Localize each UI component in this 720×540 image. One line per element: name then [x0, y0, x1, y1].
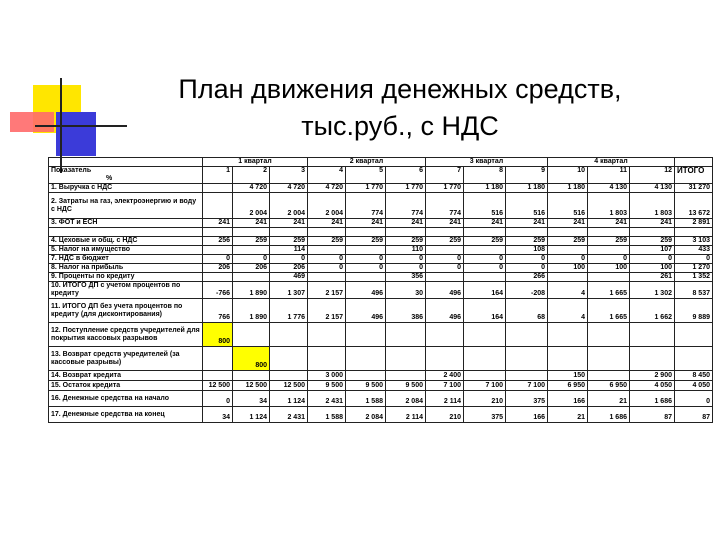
- value-cell: [630, 347, 675, 371]
- value-cell: -208: [506, 282, 548, 299]
- value-cell: 9 500: [308, 381, 346, 391]
- value-cell: [426, 347, 464, 371]
- value-cell: 800: [203, 323, 233, 347]
- value-cell: 2 400: [426, 371, 464, 381]
- value-cell: 1 124: [270, 391, 308, 407]
- value-cell: 0: [386, 255, 426, 264]
- value-cell: 516: [548, 193, 588, 219]
- month-header: 8: [464, 167, 506, 184]
- value-cell: 259: [506, 237, 548, 246]
- value-cell: 375: [506, 391, 548, 407]
- value-cell: 241: [270, 219, 308, 228]
- value-cell: 259: [426, 237, 464, 246]
- value-cell: 2 004: [270, 193, 308, 219]
- value-cell: 164: [464, 299, 506, 323]
- value-cell: 4 720: [233, 184, 270, 193]
- value-cell: 1 665: [588, 299, 630, 323]
- value-cell: 0: [270, 255, 308, 264]
- value-cell: 9 500: [386, 381, 426, 391]
- value-cell: 34: [203, 407, 233, 423]
- month-header: 5: [346, 167, 386, 184]
- value-cell: 164: [464, 282, 506, 299]
- table-row: [49, 255, 713, 264]
- value-cell: 266: [506, 273, 548, 282]
- value-cell: 114: [270, 246, 308, 255]
- value-cell: 0: [346, 255, 386, 264]
- value-cell: [548, 323, 588, 347]
- value-cell: 259: [588, 237, 630, 246]
- value-cell: 241: [630, 219, 675, 228]
- month-header: 10: [548, 167, 588, 184]
- value-cell: 4 130: [588, 184, 630, 193]
- value-cell: [386, 347, 426, 371]
- month-header: 9: [506, 167, 548, 184]
- value-cell: 259: [270, 237, 308, 246]
- value-cell: 108: [506, 246, 548, 255]
- value-cell: 259: [233, 237, 270, 246]
- value-cell: 3 000: [308, 371, 346, 381]
- value-cell: [548, 228, 588, 237]
- value-cell: 0: [308, 255, 346, 264]
- row-label: 3. ФОТ и ЕСН: [49, 219, 203, 228]
- value-cell: 13 672: [675, 193, 713, 219]
- value-cell: 2 431: [270, 407, 308, 423]
- value-cell: 1 124: [233, 407, 270, 423]
- value-cell: [346, 323, 386, 347]
- row-label: 12. Поступление средств учредителей для покрытия кассовых разрывов: [49, 323, 203, 347]
- row-label: 8. Налог на прибыль: [49, 264, 203, 273]
- value-cell: 516: [464, 193, 506, 219]
- value-cell: 0: [346, 264, 386, 273]
- value-cell: [675, 323, 713, 347]
- value-cell: 150: [548, 371, 588, 381]
- value-cell: [270, 323, 308, 347]
- value-cell: 206: [203, 264, 233, 273]
- quarter-header: 4 квартал: [548, 158, 675, 167]
- row-label: 5. Налог на имущество: [49, 246, 203, 255]
- value-cell: [346, 273, 386, 282]
- value-cell: [308, 347, 346, 371]
- value-cell: 0: [203, 255, 233, 264]
- value-cell: 1 890: [233, 299, 270, 323]
- value-cell: 0: [426, 255, 464, 264]
- row-label: 15. Остаток кредита: [49, 381, 203, 391]
- value-cell: [506, 347, 548, 371]
- value-cell: [426, 228, 464, 237]
- value-cell: [426, 323, 464, 347]
- value-cell: 1 803: [630, 193, 675, 219]
- value-cell: 9 500: [346, 381, 386, 391]
- value-cell: [588, 273, 630, 282]
- value-cell: 4 050: [675, 381, 713, 391]
- value-cell: 496: [346, 299, 386, 323]
- value-cell: 100: [630, 264, 675, 273]
- value-cell: [548, 246, 588, 255]
- value-cell: 21: [588, 391, 630, 407]
- value-cell: 7 100: [426, 381, 464, 391]
- value-cell: 1 803: [588, 193, 630, 219]
- value-cell: [203, 184, 233, 193]
- value-cell: [426, 273, 464, 282]
- value-cell: 110: [386, 246, 426, 255]
- table-row: [49, 193, 713, 219]
- cash-flow-table: [48, 157, 713, 423]
- table-row: [49, 391, 713, 407]
- value-cell: 0: [203, 391, 233, 407]
- value-cell: 774: [346, 193, 386, 219]
- month-header: 3: [270, 167, 308, 184]
- value-cell: 2 157: [308, 299, 346, 323]
- value-cell: 7 100: [506, 381, 548, 391]
- row-label: 9. Проценты по кредиту: [49, 273, 203, 282]
- month-header: 11: [588, 167, 630, 184]
- value-cell: 2 431: [308, 391, 346, 407]
- value-cell: 356: [386, 273, 426, 282]
- value-cell: 7 100: [464, 381, 506, 391]
- table-row: [49, 246, 713, 255]
- value-cell: 87: [675, 407, 713, 423]
- header-label-cell: [49, 167, 203, 184]
- table-row: [49, 282, 713, 299]
- value-cell: 259: [630, 237, 675, 246]
- value-cell: [464, 246, 506, 255]
- slide-title-line2: тыс.руб., с НДС: [301, 111, 499, 141]
- row-label: 17. Денежные средства на конец: [49, 407, 203, 423]
- value-cell: [386, 228, 426, 237]
- value-cell: 8 450: [675, 371, 713, 381]
- value-cell: 2 114: [386, 407, 426, 423]
- value-cell: 0: [630, 255, 675, 264]
- value-cell: 241: [506, 219, 548, 228]
- value-cell: 0: [506, 264, 548, 273]
- value-cell: 241: [386, 219, 426, 228]
- value-cell: 241: [233, 219, 270, 228]
- value-cell: 0: [588, 255, 630, 264]
- value-cell: 8 537: [675, 282, 713, 299]
- row-label: [49, 228, 203, 237]
- value-cell: 259: [464, 237, 506, 246]
- value-cell: 241: [308, 219, 346, 228]
- value-cell: 433: [675, 246, 713, 255]
- value-cell: 774: [426, 193, 464, 219]
- month-header: 1: [203, 167, 233, 184]
- value-cell: [506, 323, 548, 347]
- value-cell: 1 180: [464, 184, 506, 193]
- table-row: [49, 407, 713, 423]
- value-cell: 107: [630, 246, 675, 255]
- slide-title-line1: План движения денежных средств,: [178, 74, 622, 104]
- value-cell: 166: [548, 391, 588, 407]
- quarter-header-row: [49, 158, 713, 167]
- table-row: [49, 299, 713, 323]
- value-cell: 1 770: [386, 184, 426, 193]
- decor-horizontal-line: [35, 125, 127, 127]
- value-cell: [203, 193, 233, 219]
- value-cell: [588, 347, 630, 371]
- value-cell: 68: [506, 299, 548, 323]
- value-cell: [270, 371, 308, 381]
- value-cell: 2 004: [233, 193, 270, 219]
- header-label: Показатель: [51, 167, 92, 174]
- value-cell: 256: [203, 237, 233, 246]
- header-blank-cell: [675, 158, 713, 167]
- value-cell: [233, 273, 270, 282]
- value-cell: [346, 371, 386, 381]
- value-cell: 241: [464, 219, 506, 228]
- row-label: 4. Цеховые и общ. с НДС: [49, 237, 203, 246]
- value-cell: 9 889: [675, 299, 713, 323]
- value-cell: [588, 228, 630, 237]
- value-cell: [464, 371, 506, 381]
- value-cell: 21: [548, 407, 588, 423]
- value-cell: 0: [464, 264, 506, 273]
- value-cell: 4: [548, 299, 588, 323]
- value-cell: 12 500: [203, 381, 233, 391]
- value-cell: [270, 347, 308, 371]
- value-cell: 0: [308, 264, 346, 273]
- table-row: [49, 371, 713, 381]
- value-cell: [588, 246, 630, 255]
- value-cell: 6 950: [548, 381, 588, 391]
- value-cell: 1 686: [630, 391, 675, 407]
- value-cell: [386, 323, 426, 347]
- value-cell: 1 180: [548, 184, 588, 193]
- value-cell: 100: [548, 264, 588, 273]
- value-cell: [203, 246, 233, 255]
- value-cell: 375: [464, 407, 506, 423]
- value-cell: [308, 228, 346, 237]
- value-cell: 0: [426, 264, 464, 273]
- table-row: [49, 219, 713, 228]
- value-cell: 259: [548, 237, 588, 246]
- value-cell: 1 770: [426, 184, 464, 193]
- value-cell: [464, 228, 506, 237]
- value-cell: 1 770: [346, 184, 386, 193]
- value-cell: 1 180: [506, 184, 548, 193]
- value-cell: 496: [426, 282, 464, 299]
- value-cell: 2 891: [675, 219, 713, 228]
- quarter-header: 2 квартал: [308, 158, 426, 167]
- value-cell: [233, 228, 270, 237]
- value-cell: 1 890: [233, 282, 270, 299]
- decor-blue-square: [56, 112, 96, 156]
- value-cell: 0: [675, 255, 713, 264]
- value-cell: 4 720: [270, 184, 308, 193]
- value-cell: [233, 323, 270, 347]
- table-row: [49, 184, 713, 193]
- row-label: 13. Возврат средств учредителей (за кассовые разрывы): [49, 347, 203, 371]
- value-cell: [464, 323, 506, 347]
- value-cell: 100: [588, 264, 630, 273]
- table-row: [49, 347, 713, 371]
- value-cell: 2 084: [346, 407, 386, 423]
- value-cell: 0: [464, 255, 506, 264]
- table-row: [49, 228, 713, 237]
- month-header: 2: [233, 167, 270, 184]
- value-cell: 259: [386, 237, 426, 246]
- value-cell: 0: [233, 255, 270, 264]
- row-label: 7. НДС в бюджет: [49, 255, 203, 264]
- value-cell: 241: [346, 219, 386, 228]
- value-cell: 166: [506, 407, 548, 423]
- value-cell: [270, 228, 308, 237]
- value-cell: [203, 228, 233, 237]
- value-cell: 386: [386, 299, 426, 323]
- value-cell: 259: [346, 237, 386, 246]
- value-cell: 774: [386, 193, 426, 219]
- value-cell: [346, 246, 386, 255]
- value-cell: 800: [233, 347, 270, 371]
- table-row: [49, 323, 713, 347]
- value-cell: 1 588: [308, 407, 346, 423]
- value-cell: 4 130: [630, 184, 675, 193]
- value-cell: 496: [346, 282, 386, 299]
- value-cell: 206: [233, 264, 270, 273]
- table-row: [49, 381, 713, 391]
- value-cell: 1 270: [675, 264, 713, 273]
- value-cell: [506, 371, 548, 381]
- row-label: 14. Возврат кредита: [49, 371, 203, 381]
- value-cell: [588, 323, 630, 347]
- value-cell: [233, 246, 270, 255]
- value-cell: 210: [426, 407, 464, 423]
- value-cell: [203, 273, 233, 282]
- value-cell: 241: [426, 219, 464, 228]
- value-cell: 31 270: [675, 184, 713, 193]
- month-header: 7: [426, 167, 464, 184]
- table-row: [49, 273, 713, 282]
- value-cell: 1 307: [270, 282, 308, 299]
- value-cell: [346, 347, 386, 371]
- value-cell: 34: [233, 391, 270, 407]
- value-cell: 2 004: [308, 193, 346, 219]
- value-cell: 516: [506, 193, 548, 219]
- value-cell: [630, 228, 675, 237]
- row-label: 2. Затраты на газ, электроэнергию и воду с НДС: [49, 193, 203, 219]
- value-cell: [203, 347, 233, 371]
- month-header: 4: [308, 167, 346, 184]
- month-header: 6: [386, 167, 426, 184]
- value-cell: 0: [675, 391, 713, 407]
- value-cell: 0: [548, 255, 588, 264]
- decor-red-rect: [10, 112, 54, 132]
- row-label: 1. Выручка с НДС: [49, 184, 203, 193]
- total-header: ИТОГО: [675, 167, 713, 184]
- value-cell: [464, 273, 506, 282]
- value-cell: 12 500: [233, 381, 270, 391]
- value-cell: 496: [426, 299, 464, 323]
- value-cell: 4 720: [308, 184, 346, 193]
- value-cell: [308, 273, 346, 282]
- value-cell: 0: [506, 255, 548, 264]
- value-cell: [426, 246, 464, 255]
- header-unit: %: [106, 175, 113, 182]
- table-row: [49, 264, 713, 273]
- value-cell: [675, 347, 713, 371]
- value-cell: [675, 228, 713, 237]
- value-cell: 2 114: [426, 391, 464, 407]
- quarter-header: 3 квартал: [426, 158, 548, 167]
- value-cell: [203, 371, 233, 381]
- value-cell: [233, 371, 270, 381]
- value-cell: 766: [203, 299, 233, 323]
- value-cell: [464, 347, 506, 371]
- value-cell: 261: [630, 273, 675, 282]
- value-cell: 4: [548, 282, 588, 299]
- value-cell: 1 588: [346, 391, 386, 407]
- value-cell: [630, 323, 675, 347]
- value-cell: 1 686: [588, 407, 630, 423]
- month-header: 12: [630, 167, 675, 184]
- month-header-row: [49, 167, 713, 184]
- value-cell: 469: [270, 273, 308, 282]
- row-label: 16. Денежные средства на начало: [49, 391, 203, 407]
- value-cell: [346, 228, 386, 237]
- value-cell: 30: [386, 282, 426, 299]
- value-cell: [308, 323, 346, 347]
- value-cell: 1 665: [588, 282, 630, 299]
- value-cell: 259: [308, 237, 346, 246]
- header-blank-cell: [49, 158, 203, 167]
- value-cell: [386, 371, 426, 381]
- value-cell: 2 084: [386, 391, 426, 407]
- value-cell: 1 662: [630, 299, 675, 323]
- quarter-header: 1 квартал: [203, 158, 308, 167]
- row-label: 11. ИТОГО ДП без учета процентов по кредиту (для дисконтирования): [49, 299, 203, 323]
- value-cell: 206: [270, 264, 308, 273]
- value-cell: 2 157: [308, 282, 346, 299]
- value-cell: 12 500: [270, 381, 308, 391]
- value-cell: [548, 347, 588, 371]
- value-cell: 241: [588, 219, 630, 228]
- value-cell: 210: [464, 391, 506, 407]
- value-cell: [506, 228, 548, 237]
- value-cell: 4 050: [630, 381, 675, 391]
- value-cell: 2 900: [630, 371, 675, 381]
- value-cell: 241: [548, 219, 588, 228]
- value-cell: 1 302: [630, 282, 675, 299]
- value-cell: 87: [630, 407, 675, 423]
- value-cell: 241: [203, 219, 233, 228]
- table-row: [49, 237, 713, 246]
- value-cell: 1 352: [675, 273, 713, 282]
- value-cell: 6 950: [588, 381, 630, 391]
- value-cell: 3 103: [675, 237, 713, 246]
- row-label: 10. ИТОГО ДП с учетом процентов по кредиту: [49, 282, 203, 299]
- value-cell: 0: [386, 264, 426, 273]
- value-cell: 1 776: [270, 299, 308, 323]
- value-cell: -766: [203, 282, 233, 299]
- value-cell: [548, 273, 588, 282]
- value-cell: [308, 246, 346, 255]
- value-cell: [588, 371, 630, 381]
